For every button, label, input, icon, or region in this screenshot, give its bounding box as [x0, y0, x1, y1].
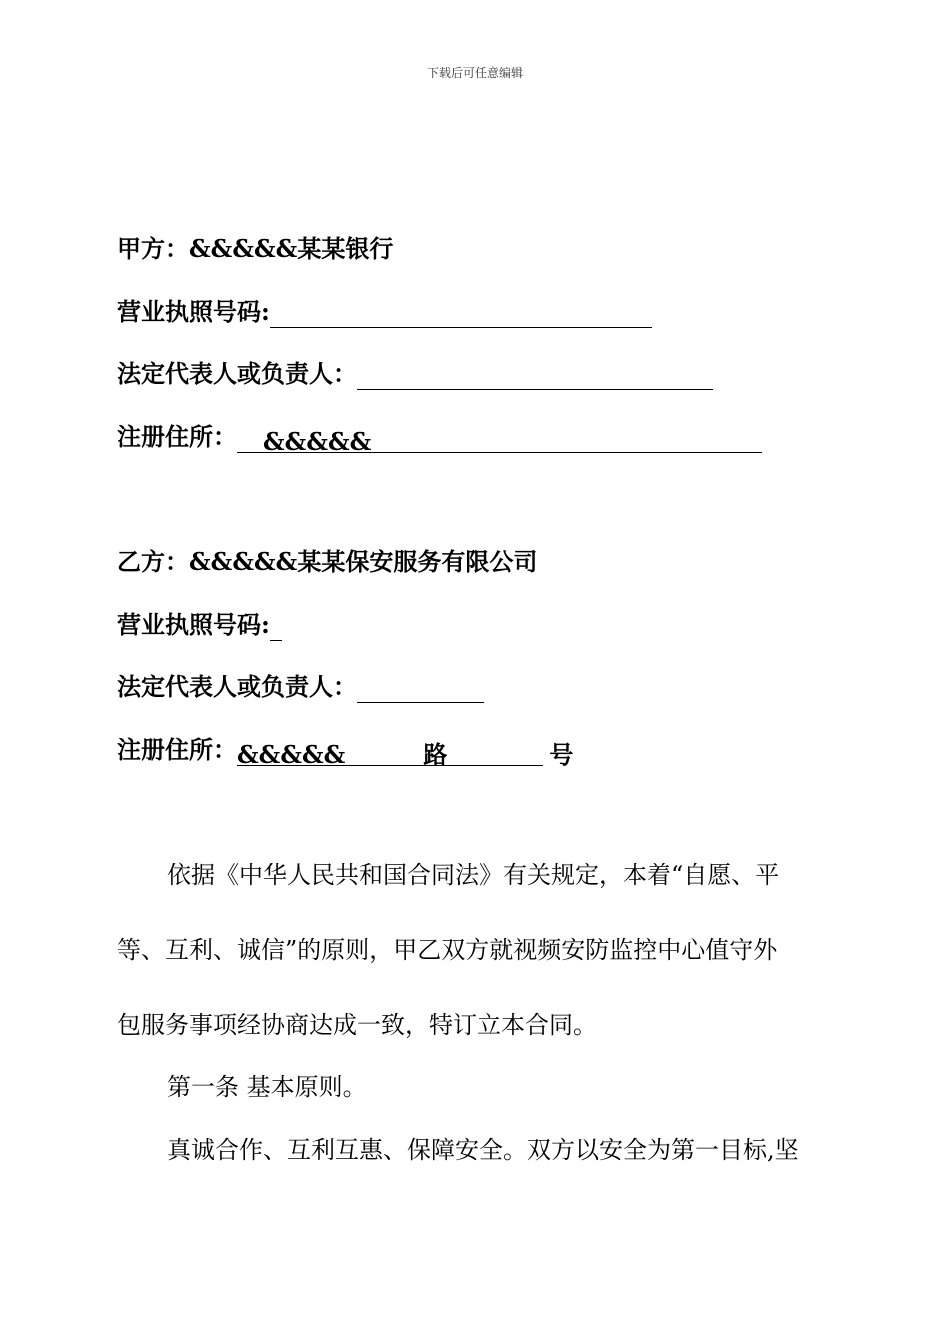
body-paragraph-1-line-2: 等、互利、诚信”的原则，甲乙双方就视频安防监控中心值守外 [117, 936, 778, 964]
body-paragraph-1-line-1: 依据《中华人民共和国合同法》有关规定，本着“自愿、平 [167, 861, 780, 889]
party-a-address-blank [237, 426, 762, 456]
party-b-rep-row [117, 671, 484, 703]
party-a-rep-label: 法定代表人或负责人： [117, 359, 357, 388]
party-a-name: 甲方：&&&&&某某银行 [117, 234, 394, 263]
party-b-address-road: 路 [423, 740, 448, 769]
party-a-address-value: &&&&& [263, 427, 372, 456]
body-paragraph-1-line-3: 包服务事项经协商达成一致，特订立本合同。 [117, 1011, 597, 1039]
party-b-address-row [117, 734, 574, 769]
party-a-license-blank [270, 301, 652, 328]
party-a-license-label: 营业执照号码: [117, 297, 270, 326]
party-b-address-number: 号 [549, 740, 574, 769]
party-a-address-label: 注册住所： [117, 422, 237, 451]
party-b-address-value: &&&&& [237, 740, 346, 769]
party-a-address-row [117, 421, 762, 456]
party-b-name: 乙方：&&&&&某某保安服务有限公司 [117, 547, 538, 576]
party-b-license-label: 营业执照号码: [117, 610, 270, 639]
article-1-line-1: 真诚合作、互利互惠、保障安全。双方以安全为第一目标,坚 [167, 1136, 799, 1164]
party-a-license-row [117, 296, 652, 328]
party-b-license-row [117, 609, 282, 641]
party-b-address-blank [237, 739, 574, 769]
party-a-rep-row [117, 358, 713, 390]
party-b-license-blank [270, 614, 282, 641]
party-a-rep-blank [357, 363, 713, 390]
party-b-address-label: 注册住所： [117, 735, 237, 764]
article-1-title: 第一条 基本原则。 [167, 1073, 367, 1101]
party-b-rep-label: 法定代表人或负责人： [117, 672, 357, 701]
party-b-rep-blank [357, 676, 484, 703]
header-note: 下载后可任意编辑 [426, 66, 523, 80]
